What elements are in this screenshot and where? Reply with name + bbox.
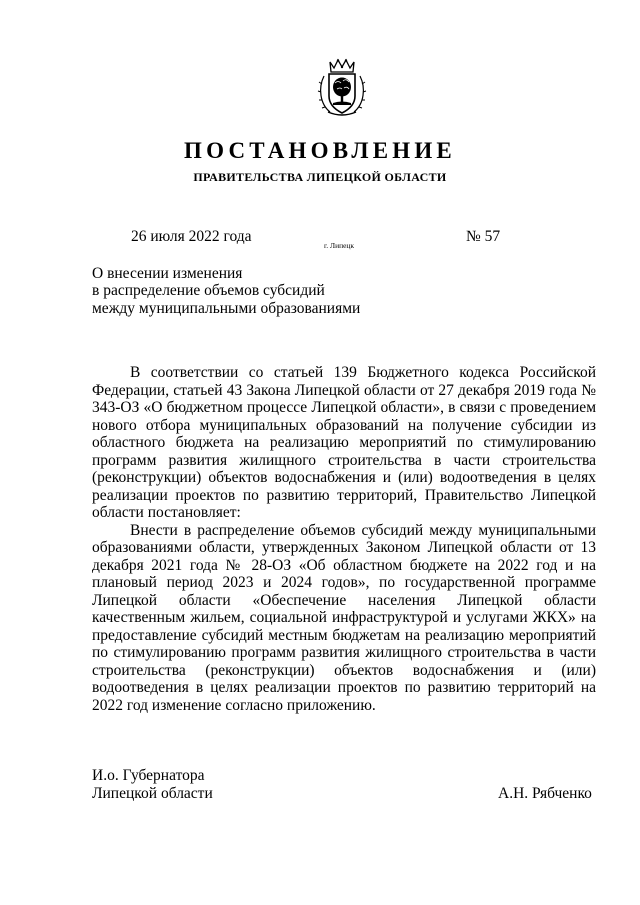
document-title: ПОСТАНОВЛЕНИЕ	[184, 138, 456, 163]
signer-line: Липецкой области	[92, 784, 213, 802]
document-subtitle: ПРАВИТЕЛЬСТВА ЛИПЕЦКОЙ ОБЛАСТИ	[193, 170, 447, 184]
signature-name: А.Н. Рябченко	[498, 785, 592, 802]
heading-line: между муниципальными образованиями	[92, 299, 361, 317]
heading-line: в распределение объемов субсидий	[92, 282, 325, 300]
coat-of-arms-icon	[316, 58, 368, 118]
document-date: 26 июля 2022 года	[131, 228, 252, 245]
body-paragraph: В соответствии со статьей 139 Бюджетного кодекса Российской Федерации, статьей 43 Закона Липецкой области от 27 декабря 2019 года № 343-ОЗ «О бюджетном процессе Липецкой области», в связи с проведением нового отбора муниципальных образований на получение субсидии из областного бюджета на реализацию мероприятий по стимулированию программ развития жилищного строительства в части строительства (реконструкции) объектов водоснабжения и (или) водоотведения в целях реализации проектов по развитию территорий, Правительство Липецкой области постановляет:	[92, 364, 596, 521]
document-number: № 57	[466, 228, 501, 245]
signer-title	[92, 767, 213, 802]
body-paragraph: Внести в распределение объемов субсидий между муниципальными образованиями области, утвержденных Законом Липецкой области от 13 декабря 2021 года № 28-ОЗ «Об областном бюджете на 2022 год и на плановый период 2023 и 2024 годов», по государственной программе Липецкой области «Обеспечение населения Липецкой области качественным жильем, социальной инфраструктурой и услугами ЖКХ» на предоставление субсидий местным бюджетам на реализацию мероприятий по стимулированию программ развития жилищного строительства в части строительства (реконструкции) объектов водоснабжения и (или) водоотведения в целях реализации проектов по развитию территорий на 2022 год изменение согласно приложению.	[92, 521, 596, 714]
heading-line: О внесении изменения	[92, 265, 243, 282]
document-city: г. Липецк	[324, 241, 355, 250]
signer-line: И.о. Губернатора	[92, 767, 205, 784]
document-body	[92, 364, 596, 714]
document-heading	[92, 265, 360, 317]
